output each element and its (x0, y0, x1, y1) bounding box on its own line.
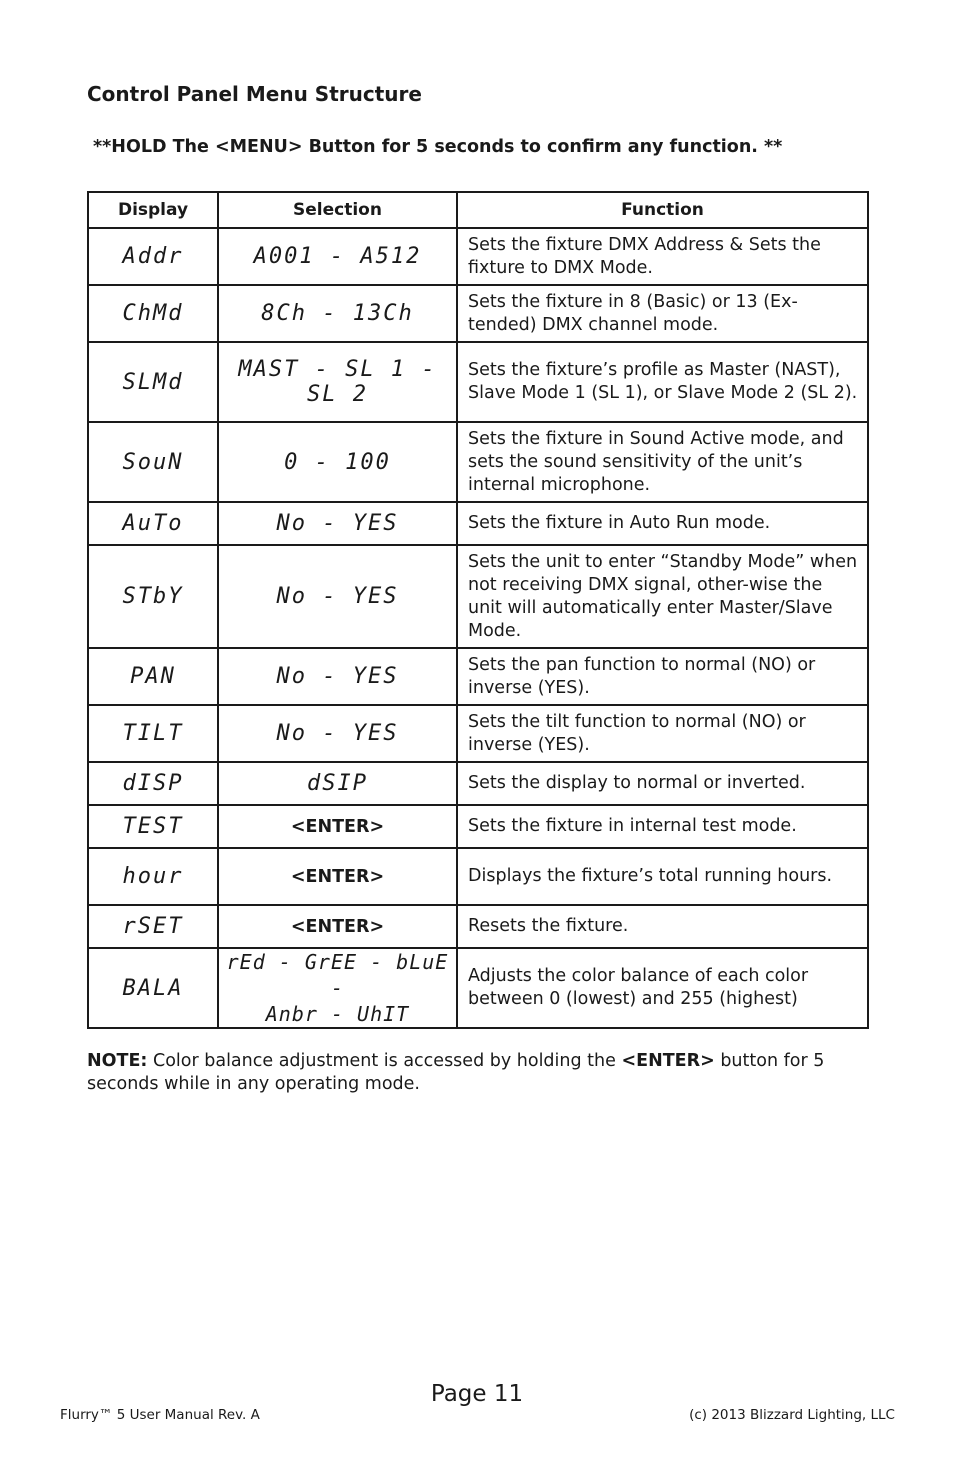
page-number: Page 11 (430, 1381, 524, 1407)
selection-line-1: rEd - GrEE - bLuE - (226, 950, 449, 1000)
display-cell: STbY (88, 545, 218, 648)
hold-instruction: **HOLD The <MENU> Button for 5 seconds to confirm any function. ** (93, 137, 783, 157)
display-cell: TILT (88, 705, 218, 762)
function-cell: Sets the display to normal or inverted. (457, 762, 868, 805)
footer-manual-title: Flurry™ 5 User Manual Rev. A (60, 1407, 260, 1423)
table-row (88, 762, 868, 805)
table-row (88, 342, 868, 422)
display-cell: Addr (88, 228, 218, 285)
selection-cell: No - YES (218, 648, 457, 705)
display-cell: TEST (88, 805, 218, 848)
function-cell: Sets the fixture in 8 (Basic) or 13 (Ex-tended) DMX channel mode. (457, 285, 868, 342)
header-selection: Selection (218, 192, 457, 228)
display-cell: hour (88, 848, 218, 905)
function-cell: Sets the fixture DMX Address & Sets the fixture to DMX Mode. (457, 228, 868, 285)
selection-cell (218, 948, 457, 1028)
header-display: Display (88, 192, 218, 228)
function-cell: Sets the tilt function to normal (NO) or inverse (YES). (457, 705, 868, 762)
table-header-row (88, 192, 868, 228)
function-cell: Sets the unit to enter “Standby Mode” when not receiving DMX signal, other-wise the unit will automatically enter Master/Slave Mode. (457, 545, 868, 648)
display-cell: SLMd (88, 342, 218, 422)
header-function: Function (457, 192, 868, 228)
function-cell: Displays the fixture’s total running hours. (457, 848, 868, 905)
function-cell: Adjusts the color balance of each color between 0 (lowest) and 255 (highest) (457, 948, 868, 1028)
selection-cell: MAST - SL 1 - SL 2 (218, 342, 457, 422)
display-cell: ChMd (88, 285, 218, 342)
function-cell: Sets the pan function to normal (NO) or inverse (YES). (457, 648, 868, 705)
function-cell: Resets the fixture. (457, 905, 868, 948)
note-emphasis: <ENTER> (621, 1051, 715, 1071)
table-row (88, 228, 868, 285)
selection-cell: <ENTER> (218, 848, 457, 905)
note-text-before: Color balance adjustment is accessed by holding the (147, 1051, 622, 1071)
selection-cell: 0 - 100 (218, 422, 457, 502)
selection-cell: No - YES (218, 545, 457, 648)
table-row (88, 705, 868, 762)
table-row (88, 848, 868, 905)
table-row (88, 545, 868, 648)
color-balance-note (87, 1050, 867, 1096)
selection-cell: <ENTER> (218, 805, 457, 848)
menu-structure-table (87, 191, 869, 1029)
page-title: Control Panel Menu Structure (87, 82, 422, 106)
note-label: NOTE: (87, 1051, 148, 1071)
selection-cell: A001 - A512 (218, 228, 457, 285)
selection-line-2: Anbr - UhIT (265, 1002, 410, 1026)
selection-cell: <ENTER> (218, 905, 457, 948)
table-row (88, 948, 868, 1028)
function-cell: Sets the fixture in internal test mode. (457, 805, 868, 848)
selection-cell: dSIP (218, 762, 457, 805)
selection-cell: 8Ch - 13Ch (218, 285, 457, 342)
display-cell: BALA (88, 948, 218, 1028)
table-row (88, 648, 868, 705)
table-row (88, 285, 868, 342)
footer-copyright: (c) 2013 Blizzard Lighting, LLC (689, 1407, 895, 1423)
table-row (88, 502, 868, 545)
function-cell: Sets the fixture’s profile as Master (NAST), Slave Mode 1 (SL 1), or Slave Mode 2 (SL 2). (457, 342, 868, 422)
function-cell: Sets the fixture in Auto Run mode. (457, 502, 868, 545)
display-cell: rSET (88, 905, 218, 948)
table-row (88, 805, 868, 848)
selection-cell: No - YES (218, 705, 457, 762)
display-cell: dISP (88, 762, 218, 805)
table-row (88, 422, 868, 502)
selection-cell: No - YES (218, 502, 457, 545)
table-row (88, 905, 868, 948)
display-cell: AuTo (88, 502, 218, 545)
display-cell: PAN (88, 648, 218, 705)
function-cell: Sets the fixture in Sound Active mode, and sets the sound sensitivity of the unit’s internal microphone. (457, 422, 868, 502)
display-cell: SouN (88, 422, 218, 502)
note-text-after: button for 5 seconds while in any operating mode. (87, 1051, 825, 1094)
